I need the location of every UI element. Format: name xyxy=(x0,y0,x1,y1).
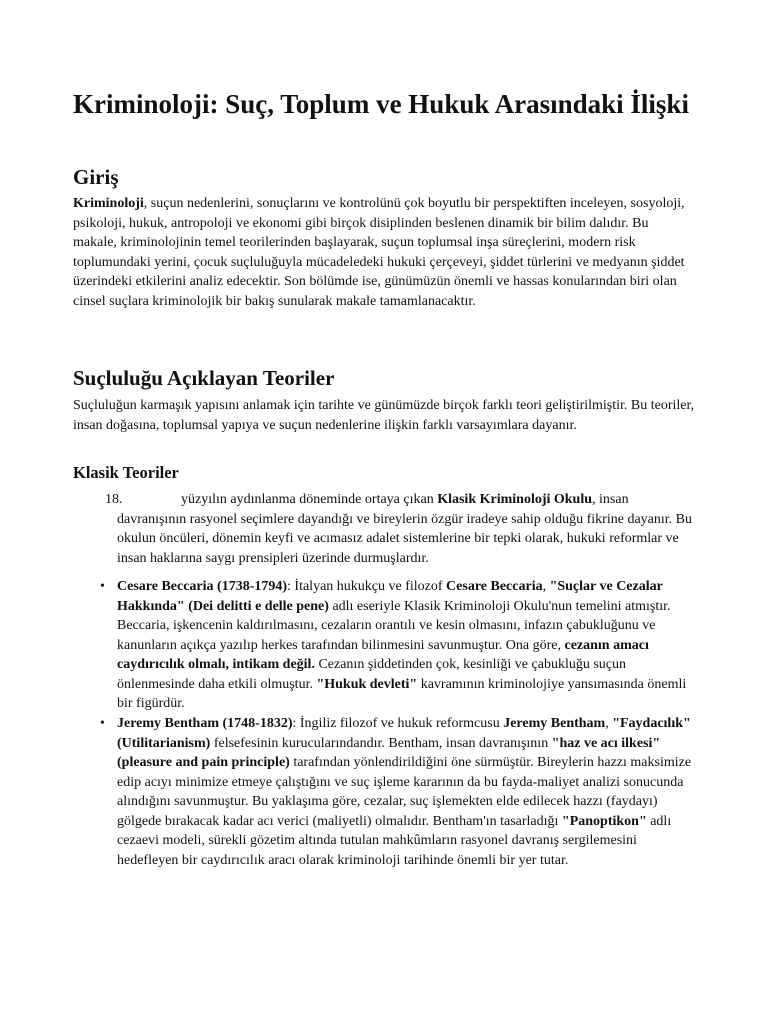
classic-paragraph: yüzyılın aydınlanma döneminde ortaya çıkan Klasik Kriminoloji Okulu, insan davranışının rasyonel seçimlere dayandığı ve bireylerin özgür iradeye sahip olduğu fikrine dayanır. Bu okulun öncüleri, dönemin keyfi ve acımasız adalet sistemlerine bir tepki olarak, hukuki reformlar ve insan haklarına saygı prensipleri üzerinde durmuşlardır. xyxy=(117,492,692,566)
bullet-icon: • xyxy=(100,716,105,731)
page-title: Kriminoloji: Suç, Toplum ve Hukuk Arasındaki İlişki xyxy=(73,89,689,119)
intro-paragraph: Kriminoloji, suçun nedenlerini, sonuçlarını ve kontrolünü çok boyutlu bir perspektiften inceleyen, sosyoloji, psikoloji, hukuk, antropoloji ve ekonomi gibi birçok disiplinden beslenen dinamik bir bilim dalıdır. Bu makale, kriminolojinin temel teorilerinden başlayarak, suçun toplumsal inşa süreçlerini, modern risk toplumundaki yerini, çocuk suçluluğuyla mücadeledeki hukuki çerçeveyi, şiddet türlerini ve medyanın şiddet üzerindeki etkilerini analiz edecektir. Son bölümde ise, günümüzün önemli ve hassas konularından biri olan cinsel suçlara kriminolojik bir bakış sunularak makale tamamlanacaktır. xyxy=(73,196,685,309)
intro-term: Kriminoloji xyxy=(73,196,144,211)
beccaria-text: Cesare Beccaria (1738-1794): İtalyan hukukçu ve filozof Cesare Beccaria, "Suçlar ve Cezalar Hakkında" (Dei delitti e delle pene) adlı eseriyle Klasik Kriminoloji Okulu'nun temelini atmıştır. Beccaria, işkencenin kaldırılmasını, cezaların orantılı ve kesin olmasını, infazın çabukluğunu ve kanunların açıkça yazılıp herkes tarafından bilinmesini savunmuştur. Ona göre, cezanın amacı caydırıcılık olmalı, intikam değil. Cezanın şiddetinden çok, kesinliği ve çabukluğu suçun önlenmesinde daha etkili olmuştur. "Hukuk devleti" kavramının kriminolojiye yansımasında önemli bir figürdür. xyxy=(117,579,687,711)
bullet-icon: • xyxy=(100,579,105,594)
heading-intro: Giriş xyxy=(73,165,119,189)
heading-theories: Suçluluğu Açıklayan Teoriler xyxy=(73,366,335,390)
list-number: 18. xyxy=(105,492,123,507)
theories-paragraph: Suçluluğun karmaşık yapısını anlamak için tarihte ve günümüzde birçok farklı teori geliştirilmiştir. Bu teoriler, insan doğasına, toplumsal yapıya ve suçun nedenlerine ilişkin farklı varsayımlara dayanır. xyxy=(73,398,695,433)
heading-classic: Klasik Teoriler xyxy=(73,463,179,482)
bentham-text: Jeremy Bentham (1748-1832): İngiliz filozof ve hukuk reformcusu Jeremy Bentham, "Faydacılık" (Utilitarianism) felsefesinin kurucularındandır. Bentham, insan davranışının "haz ve acı ilkesi" (pleasure and pain principle) tarafından yönlendirildiğini öne sürmüştür. Bireylerin hazzı maksimize edip acıyı minimize etmeye çalıştığını ve suç işleme kararının da bu fayda-maliyet analizi sonucunda alındığını savunmuştur. Bu yaklaşıma göre, cezalar, suç işlemekten elde edilecek hazzı (faydayı) gölgede bırakacak kadar acı verici (maliyetli) olmalıdır. Bentham'ın tasarladığı "Panoptikon" adlı cezaevi modeli, sürekli gözetim altında tutulan mahkûmların rasyonel davranış sergilemesini hedefleyen bir caydırıcılık aracı olarak kriminoloji tarihinde önemli bir yer tutar. xyxy=(117,716,692,868)
